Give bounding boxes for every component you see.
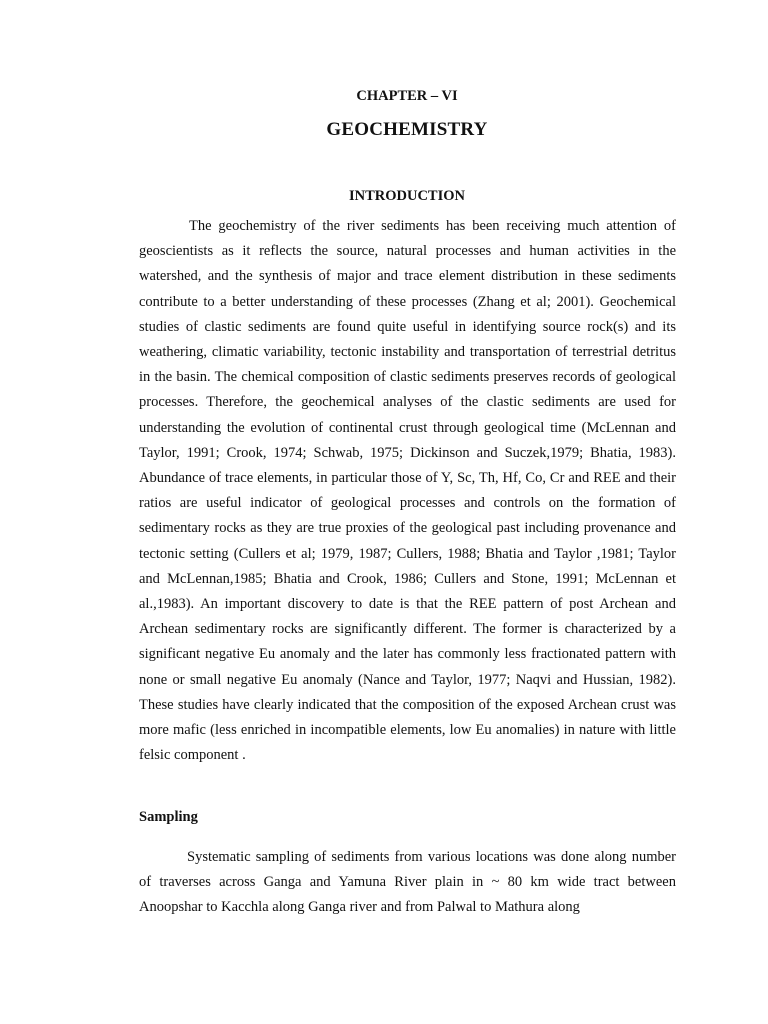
section-heading-introduction: INTRODUCTION — [348, 188, 465, 204]
sampling-paragraph: Systematic sampling of sediments from various locations was done along number of traverses across Ganga and Yamuna River plain in ~ 80 km wide tract between Anoopshar to Kacchla along Ganga river and from Palwal to Mathura along — [139, 849, 676, 916]
chapter-label: CHAPTER – VI — [356, 88, 458, 104]
section-heading-sampling: Sampling — [139, 809, 198, 825]
introduction-paragraph: The geochemistry of the river sediments has been receiving much attention of geoscientists as it reflects the source, natural processes and human activities in the watershed, and the synthesis of major and trace element distribution in these sediments contribute to a better understanding of these processes (Zhang et al; 2001). Geochemical studies of clastic sediments are found quite useful in identifying source rock(s) and its weathering, climatic variability, tectonic instability and transportation of terrestrial detritus in the basin. The chemical composition of clastic sediments preserves records of geological processes. Therefore, the geochemical analyses of the clastic sediments are used for understanding the evolution of continental crust through geological time (McLennan and Taylor, 1991; Crook, 1974; Schwab, 1975; Dickinson and Suczek,1979; Bhatia, 1983). Abundance of trace elements, in particular those of Y, Sc, Th, Hf, Co, Cr and REE and their ratios are useful indicator of geological processes and controls on the formation of sedimentary rocks as they are true proxies of the geological past including provenance and tectonic setting (Cullers et al; 1979, 1987; Cullers, 1988; Bhatia and Taylor ,1981; Taylor and McLennan,1985; Bhatia and Crook, 1986; Cullers and Stone, 1991; McLennan et al.,1983). An important discovery to date is that the REE pattern of post Archean and Archean sedimentary rocks are significantly different. The former is characterized by a significant negative Eu anomaly and the later has commonly less fractionated pattern with none or small negative Eu anomaly (Nance and Taylor, 1977; Naqvi and Hussian, 1982). These studies have clearly indicated that the composition of the exposed Archean crust was more mafic (less enriched in incompatible elements, low Eu anomalies) in nature with little felsic component . — [139, 218, 676, 764]
chapter-title: GEOCHEMISTRY — [326, 119, 488, 140]
